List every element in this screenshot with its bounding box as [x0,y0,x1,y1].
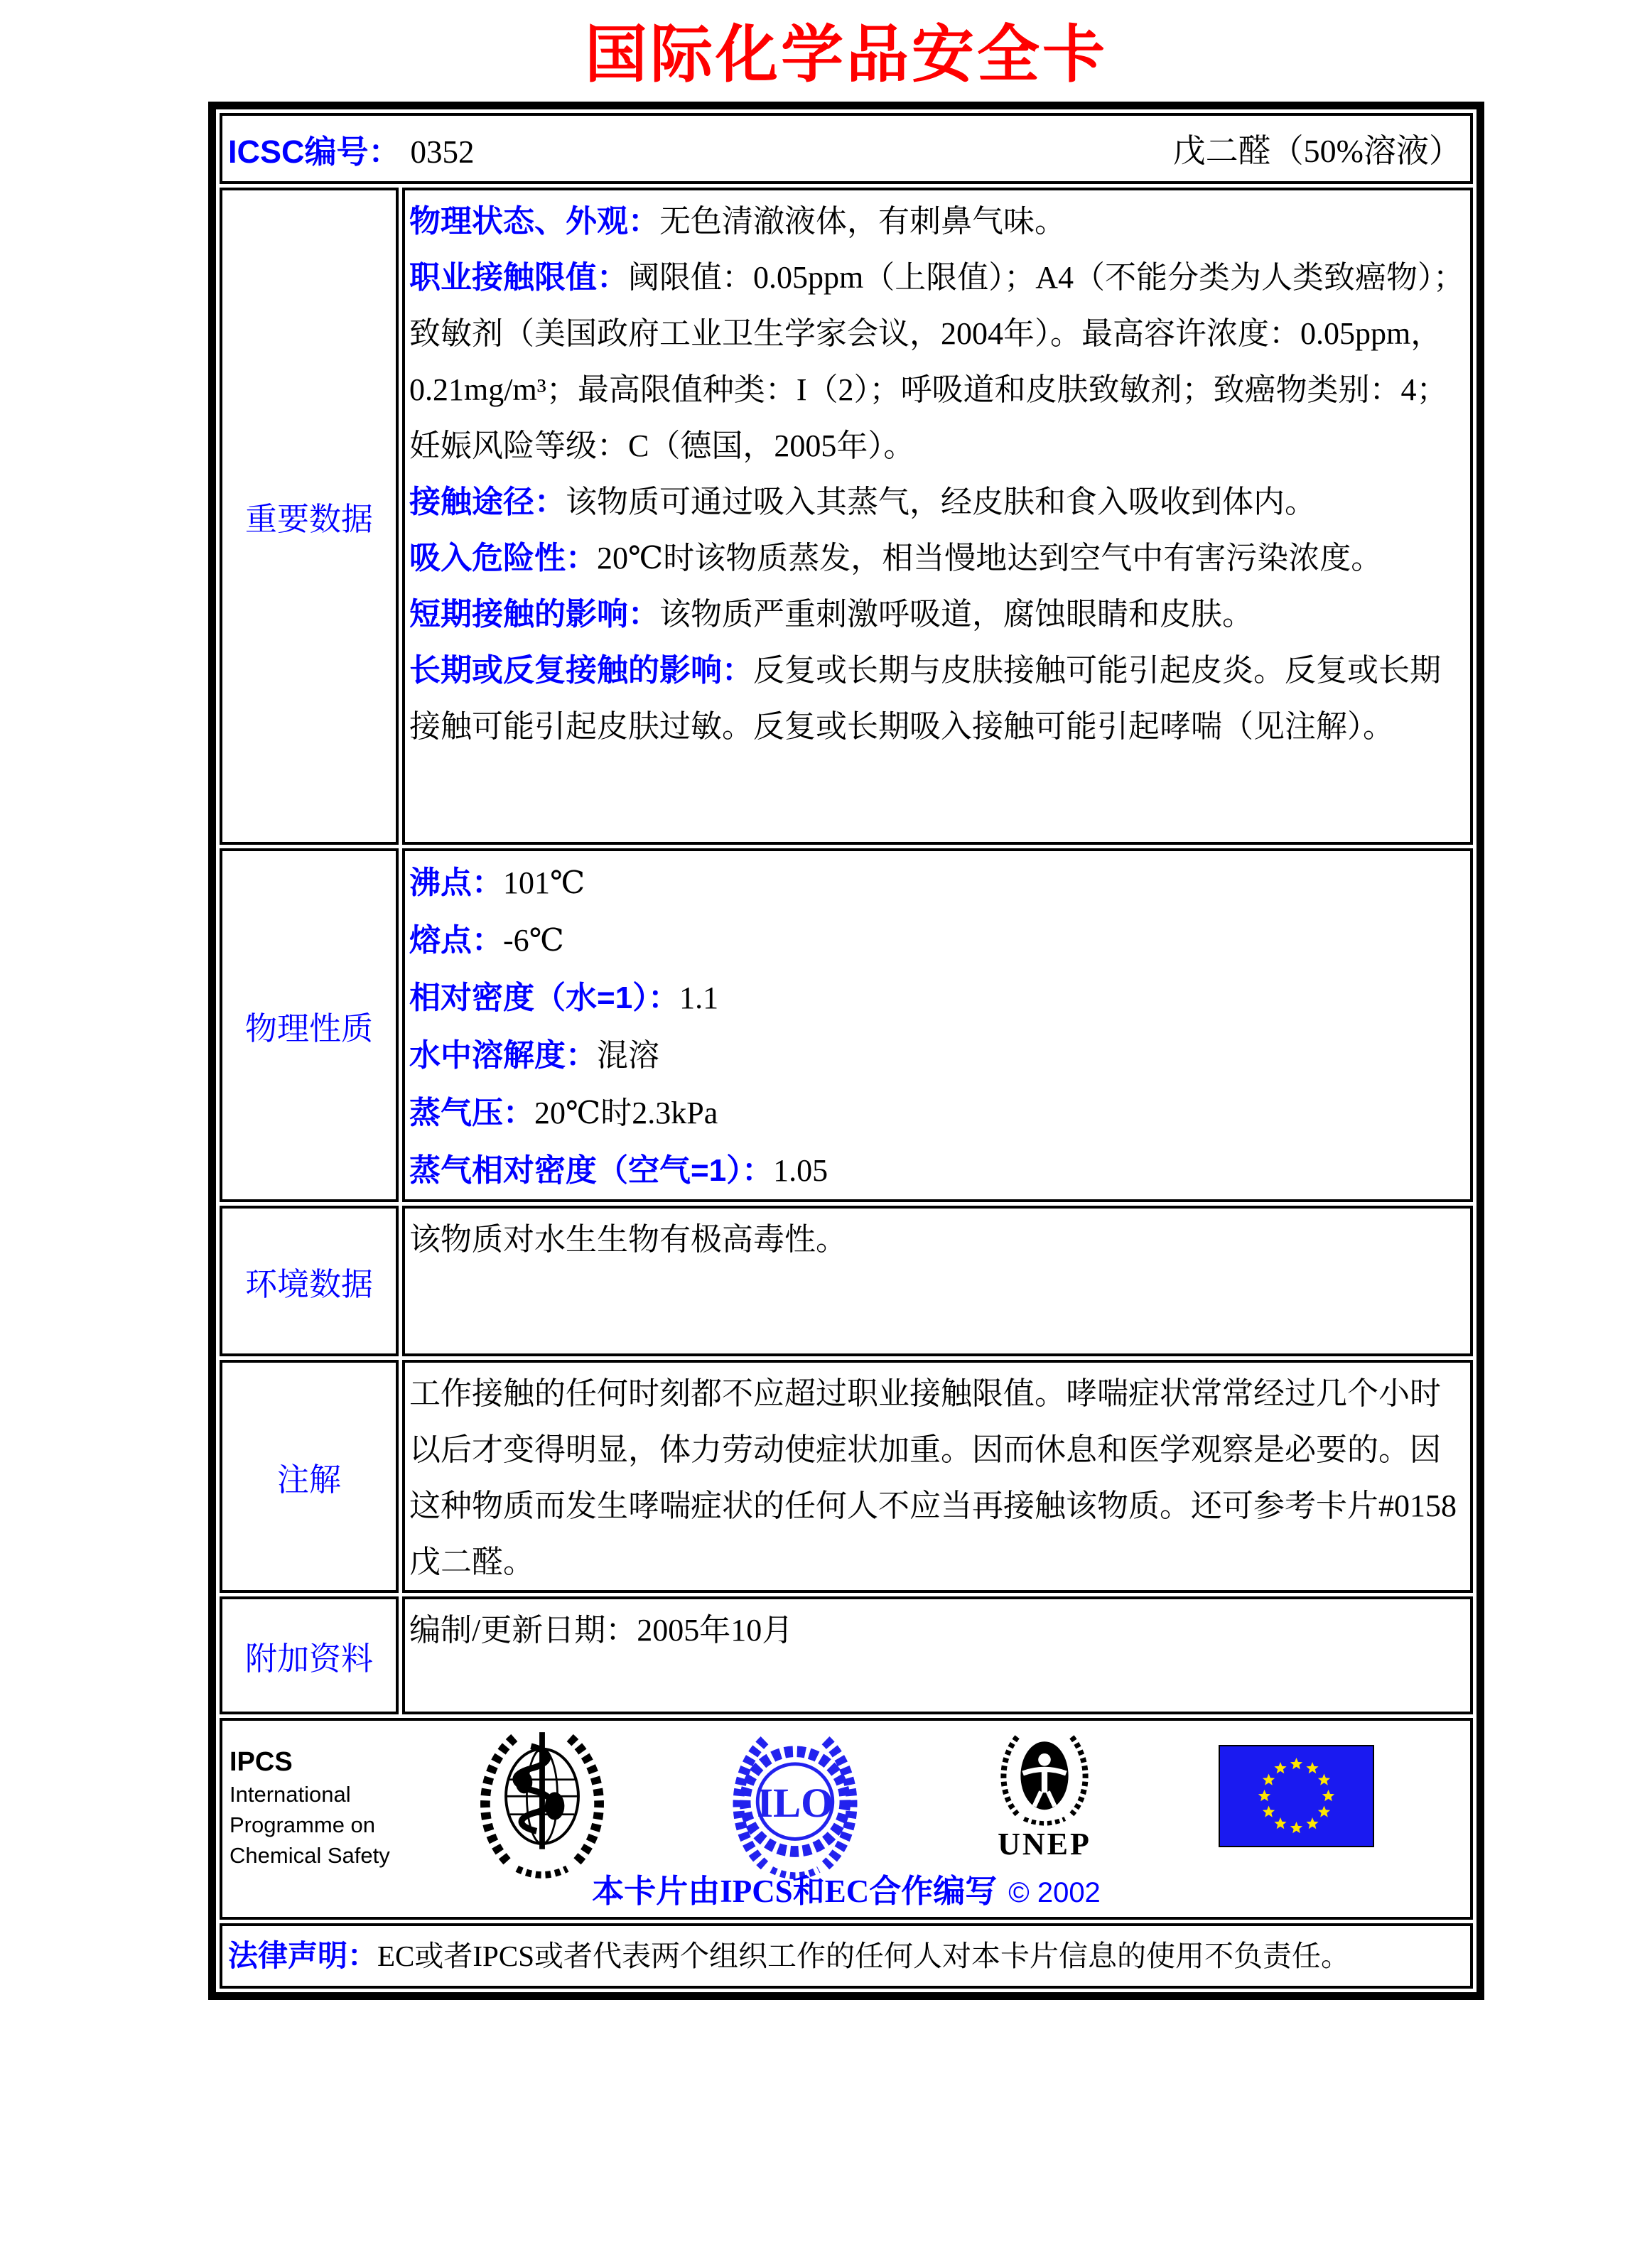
field-text: 20℃时2.3kPa [534,1096,718,1130]
eu-flag-icon [1219,1745,1374,1847]
environmental-data-text: 该物质对水生生物有极高毒性。 [409,1222,847,1257]
property-line [409,1027,1464,1084]
important-data-content [402,188,1473,845]
property-line [409,1084,1464,1142]
field-text: 反复或长期与皮肤接触可能引起皮炎。反复或长期接触可能引起皮肤过敏。反复或长期吸入接触可能引起哮喘（见注解）。 [409,653,1441,744]
field-label: 吸入危险性： [409,541,597,575]
field-label: 水中溶解度： [409,1038,597,1073]
legal-text: EC或者IPCS或者代表两个组织工作的任何人对本卡片信息的使用不负责任。 [377,1940,1351,1972]
field-text: 1.1 [679,980,719,1015]
environmental-data-content [402,1206,1473,1356]
ilo-logo-icon [725,1729,865,1882]
field-label: 物理状态、外观： [409,204,659,239]
field-text: 101℃ [503,865,585,900]
field-text: 该物质严重刺激呼吸道，腐蚀眼睛和皮肤。 [659,597,1253,632]
field-label: 职业接触限值： [409,260,628,295]
page-title: 国际化学品安全卡 [584,21,1108,90]
cooperation-caption [222,1865,1470,1911]
physical-properties-row [220,848,1473,1202]
field-label: 熔点： [409,923,503,958]
row-label-physical-properties: 物理性质 [220,848,399,1202]
row-label-important-data: 重要数据 [220,188,399,845]
field-label: 蒸气压： [409,1096,534,1130]
ilo-letters: ILO [757,1780,833,1827]
ipcs-acronym: IPCS [230,1747,293,1777]
additional-info-text: 编制/更新日期：2005年10月 [409,1613,794,1648]
property-line [409,969,1464,1027]
important-data-item [409,249,1464,474]
field-text: 无色清澈液体，有刺鼻气味。 [659,204,1066,239]
notes-text: 工作接触的任何时刻都不应超过职业接触限值。哮喘症状常常经过几个小时以后才变得明显，体力劳动使症状加重。因而休息和医学观察是必要的。因这种物质而发生哮喘症状的任何人不应当再接触该物质。还可参考卡片#0158 戊二醛。 [409,1376,1457,1579]
field-label: 相对密度（水=1）： [409,980,680,1015]
ipcs-text-block [230,1745,390,1871]
field-label: 长期或反复接触的影响： [409,653,753,688]
notes-row [220,1360,1473,1593]
field-text: 阈限值：0.05ppm（上限值）；A4（不能分类为人类致癌物）；致敏剂（美国政府工业卫生学家会议，2004年）。最高容许浓度：0.05ppm，0.21mg/m³；最高限值种类：I（2）；呼吸道和皮肤致敏剂；致癌物类别：4；妊娠风险等级：C（德国，2005年）。 [409,260,1464,463]
chemical-name: 戊二醛（50%溶液） [1172,133,1462,169]
legal-notice [222,1936,1470,1976]
field-text: 混溶 [597,1038,659,1073]
ipcs-line: Programme on [230,1812,376,1837]
header-row [220,113,1473,184]
icsc-card-table [208,102,1484,2000]
logos-row [220,1718,1473,1920]
legal-label: 法律声明： [228,1939,378,1972]
row-label-environmental-data: 环境数据 [220,1206,399,1356]
ipcs-line: International [230,1782,351,1807]
field-text: -6℃ [503,923,564,958]
unep-letters: UNEP [998,1827,1091,1861]
environmental-data-row [220,1206,1473,1356]
physical-properties-content [402,848,1473,1202]
icsc-number-group [228,126,475,172]
row-label-notes: 注解 [220,1360,399,1593]
card-header [222,125,1470,172]
who-logo-icon [473,1726,612,1887]
copyright-text: © 2002 [1008,1877,1101,1908]
legal-row [220,1923,1473,1989]
field-label: 沸点： [409,865,503,900]
important-data-item [409,193,1464,249]
property-line [409,912,1464,969]
field-text: 该物质可通过吸入其蒸气，经皮肤和食入吸收到体内。 [566,485,1316,519]
important-data-item [409,642,1464,755]
row-label-additional-info: 附加资料 [220,1596,399,1714]
unep-emblem-icon [988,1728,1101,1830]
ipcs-line: Chemical Safety [230,1843,390,1868]
important-data-item [409,530,1464,586]
property-line [409,1142,1464,1199]
field-text: 1.05 [773,1153,828,1188]
icsc-number-value: 0352 [410,134,475,170]
field-text: 20℃时该物质蒸发，相当慢地达到空气中有害污染浓度。 [597,541,1383,575]
important-data-row [220,188,1473,845]
additional-info-content [402,1596,1473,1714]
property-line [409,854,1464,912]
additional-info-row [220,1596,1473,1714]
icsc-number-label: ICSC编号： [228,133,401,170]
field-label: 蒸气相对密度（空气=1）： [409,1153,774,1188]
field-label: 短期接触的影响： [409,597,659,632]
important-data-item [409,474,1464,530]
field-label: 接触途径： [409,485,566,519]
important-data-item [409,586,1464,642]
notes-content [402,1360,1473,1593]
caption-text: 本卡片由IPCS和EC合作编写 [592,1874,998,1909]
unep-logo [984,1728,1105,1861]
